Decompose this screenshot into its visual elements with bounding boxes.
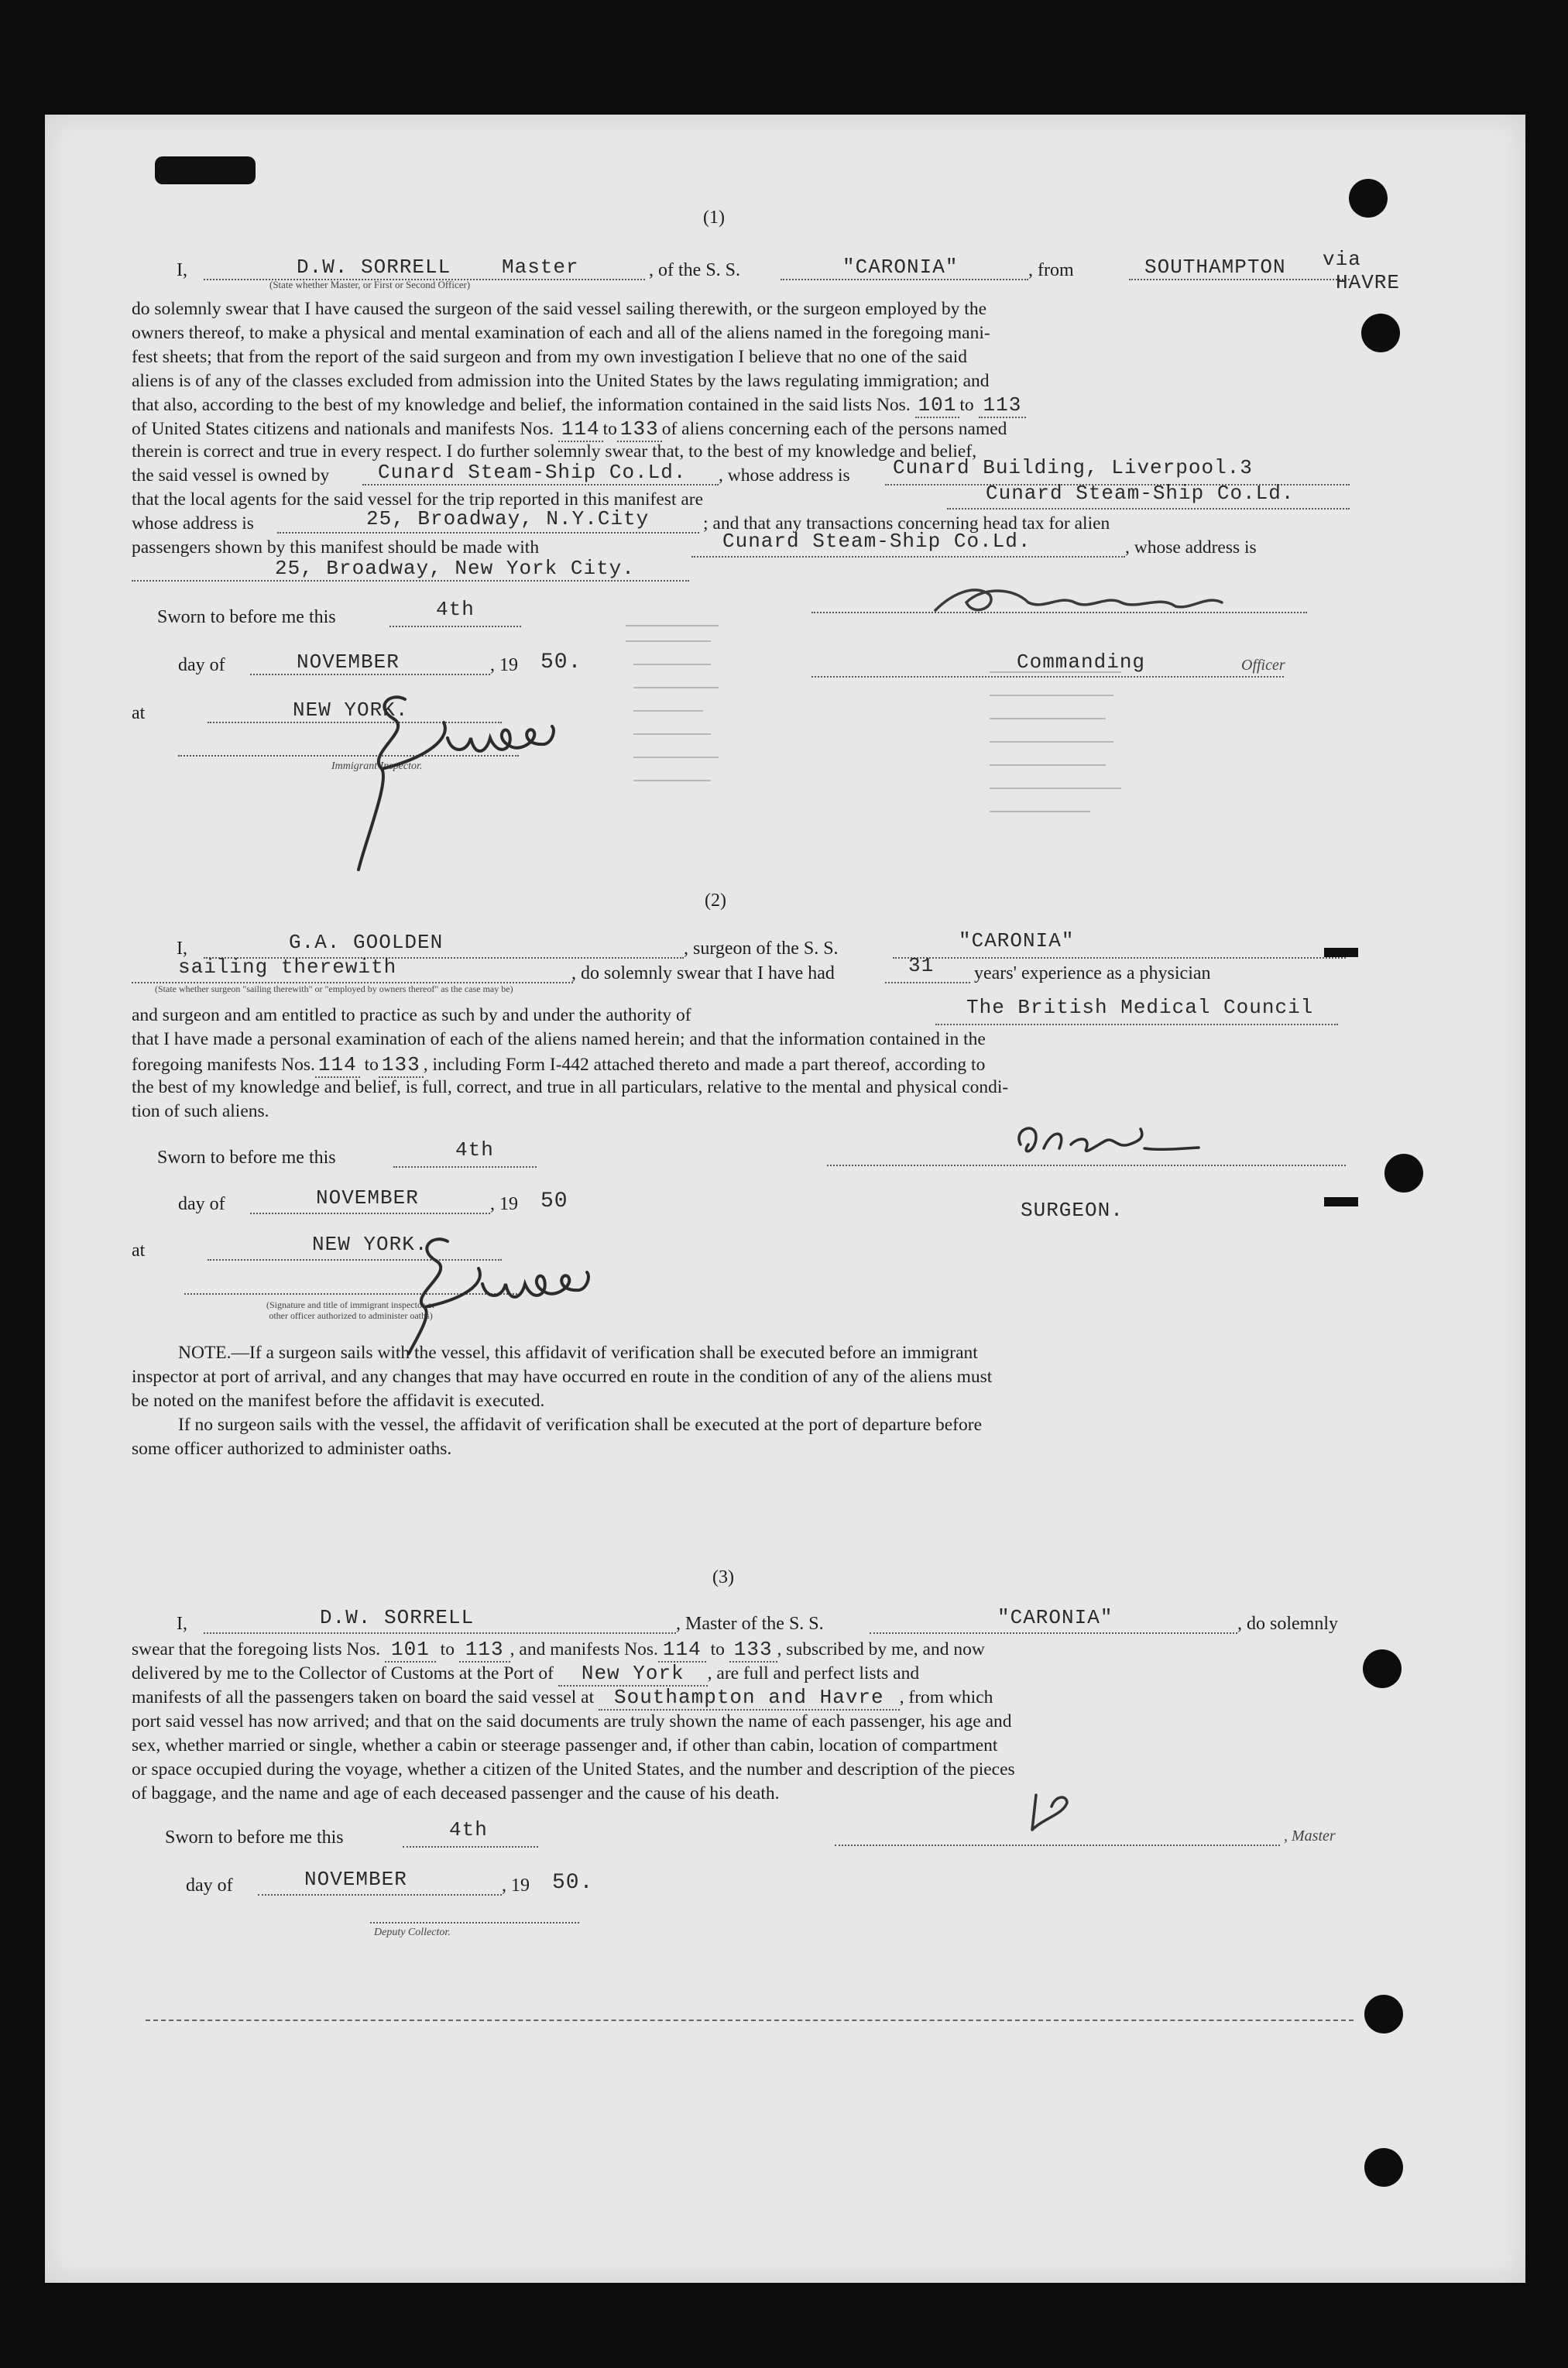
year-prefix-2: , 19 bbox=[490, 1194, 518, 1214]
s3-line4 bbox=[132, 1686, 993, 1709]
note-line: NOTE.—If a surgeon sails with the vessel, this affidavit of verification shall be executed before an immigrant bbox=[178, 1343, 978, 1363]
oath-text-1 bbox=[132, 297, 1355, 393]
officer-caption-1: (Signature and title of immigrant inspector or bbox=[266, 1299, 435, 1310]
collector-caption: Deputy Collector. bbox=[374, 1927, 451, 1938]
s3-line4-b: , from which bbox=[899, 1687, 993, 1707]
years: 31 bbox=[908, 954, 935, 977]
oath-line: do solemnly swear that I have caused the surgeon of the said vessel sailing therewith, or the surgeon employed by the bbox=[132, 299, 987, 319]
section2-line6: the best of my knowledge and belief, is full, correct, and true in all particulars, relative to the mental and physical condi- bbox=[132, 1077, 1009, 1097]
officer-label: Officer bbox=[1241, 657, 1285, 674]
surgeon-title: SURGEON. bbox=[1021, 1199, 1124, 1222]
note-line: some officer authorized to administer oaths. bbox=[132, 1439, 452, 1459]
section2-line4: that I have made a personal examination of each of the aliens named herein; and that the information contained in the bbox=[132, 1029, 986, 1049]
s2-manifests-from: 114 bbox=[315, 1053, 360, 1078]
tax-agent: Cunard Steam-Ship Co.Ld. bbox=[722, 530, 1031, 553]
punch-hole bbox=[1363, 1649, 1402, 1688]
years-field bbox=[885, 954, 970, 983]
swear-label: , do solemnly swear that I have had bbox=[571, 963, 835, 983]
experience-label: years' experience as a physician bbox=[974, 963, 1211, 983]
agents-field bbox=[947, 482, 1350, 510]
s3-line2-c: , subscribed by me, and now bbox=[777, 1639, 985, 1659]
owner-field bbox=[362, 461, 719, 486]
master-title: Master bbox=[502, 256, 579, 279]
including-text: , including Form I-442 attached thereto and made a part thereof, according to bbox=[423, 1055, 986, 1075]
inspector-caption: Immigrant Inspector. bbox=[331, 760, 423, 772]
s3-lists-from: 101 bbox=[385, 1638, 436, 1663]
section2-number: (2) bbox=[705, 891, 726, 911]
passengers-label: passengers shown by this manifest should be made with bbox=[132, 537, 540, 558]
section2-line7: tion of such aliens. bbox=[132, 1101, 269, 1121]
from-label: , from bbox=[1028, 260, 1074, 280]
s3-master-name-field bbox=[204, 1606, 676, 1634]
sworn-day-field-2 bbox=[393, 1138, 537, 1168]
via-label: via bbox=[1323, 248, 1361, 271]
bottom-rule bbox=[146, 2020, 1354, 2021]
manifests-text-b: of aliens concerning each of the persons named bbox=[661, 419, 1007, 439]
to-label: to bbox=[364, 1055, 379, 1075]
s3-vessel: "CARONIA" bbox=[997, 1606, 1113, 1629]
sworn-label-1: Sworn to before me this bbox=[157, 607, 336, 627]
s3-swear-label: , do solemnly bbox=[1237, 1614, 1338, 1634]
s3-manifests-from: 114 bbox=[658, 1638, 706, 1663]
s3-lists-to: 113 bbox=[459, 1638, 510, 1663]
note-line: If no surgeon sails with the vessel, the affidavit of verification shall be executed at the port of departure before bbox=[178, 1415, 982, 1435]
tax-agent-field bbox=[691, 530, 1125, 558]
s3-ports-taken: Southampton and Havre bbox=[599, 1686, 900, 1711]
oath-line: aliens is of any of the classes excluded from admission into the United States by the laws regulating immigration; and bbox=[132, 371, 990, 391]
s3-manifests-to: 133 bbox=[729, 1638, 777, 1663]
from-port-field bbox=[1129, 256, 1350, 280]
authority: The British Medical Council bbox=[966, 996, 1314, 1019]
day-of-label-2: day of bbox=[178, 1194, 225, 1214]
authority-field bbox=[935, 996, 1338, 1025]
place-2: NEW YORK. bbox=[312, 1233, 428, 1256]
section1-intro: I, bbox=[177, 260, 187, 280]
punch-hole bbox=[1364, 2148, 1403, 2187]
status-field bbox=[132, 956, 573, 983]
s3-line3 bbox=[132, 1662, 919, 1685]
oath-line-7: therein is correct and true in every respect. I do further solemnly swear that, to the best of my knowledge and belief, bbox=[132, 441, 977, 462]
bleed-through-stamp bbox=[587, 610, 1222, 843]
day-of-label-3: day of bbox=[186, 1876, 233, 1896]
manifests-text: of United States citizens and nationals and manifests Nos. bbox=[132, 419, 554, 439]
s3-port: New York bbox=[558, 1662, 708, 1687]
day-of-label-1: day of bbox=[178, 655, 225, 675]
lists-from: 101 bbox=[915, 393, 960, 418]
sworn-label-3: Sworn to before me this bbox=[165, 1827, 344, 1848]
sworn-label-2: Sworn to before me this bbox=[157, 1148, 336, 1168]
manifests-from: 114 bbox=[558, 417, 603, 442]
agents-label: that the local agents for the said vessel for the trip reported in this manifest are bbox=[132, 489, 704, 510]
of-the-ss-label: , of the S. S. bbox=[649, 260, 741, 280]
to-label: to bbox=[440, 1639, 455, 1659]
tax-agent-address-label: , whose address is bbox=[1125, 537, 1257, 558]
sworn-day-1: 4th bbox=[436, 598, 475, 621]
head-tax-text: ; and that any transactions concerning head tax for alien bbox=[703, 513, 1110, 534]
master-name-field bbox=[204, 256, 645, 280]
s3-vessel-field bbox=[870, 1606, 1237, 1634]
note-line: inspector at port of arrival, and any changes that may have occurred en route in the condition of any of the aliens must bbox=[132, 1367, 993, 1387]
note-line: be noted on the manifest before the affidavit is executed. bbox=[132, 1391, 545, 1411]
authority-label: and surgeon and am entitled to practice as such by and under the authority of bbox=[132, 1005, 691, 1025]
officer-caption-2: other officer authorized to administer oaths) bbox=[269, 1310, 433, 1321]
section1-number: (1) bbox=[703, 208, 725, 228]
s3-master-of-label: , Master of the S. S. bbox=[676, 1614, 824, 1634]
sworn-day-3: 4th bbox=[449, 1818, 488, 1841]
sworn-day-field-3 bbox=[403, 1818, 538, 1848]
sworn-day-field-1 bbox=[389, 598, 521, 627]
year-3: 50. bbox=[552, 1871, 594, 1895]
section3-intro: I, bbox=[177, 1614, 187, 1634]
s3-line2 bbox=[132, 1638, 985, 1661]
state-hint: (State whether Master, or First or Second Officer) bbox=[269, 279, 471, 290]
s3-oath-line: or space occupied during the voyage, whether a citizen of the United States, and the number and description of the pieces bbox=[132, 1759, 1015, 1779]
oath-line: fest sheets; that from the report of the said surgeon and from my own investigation I believe that no one of the said bbox=[132, 347, 967, 367]
month-field-3 bbox=[258, 1868, 502, 1896]
note-block bbox=[132, 1341, 1351, 1461]
to-label: to bbox=[710, 1639, 725, 1659]
manifests-line bbox=[132, 417, 1007, 441]
surgeon-name: G.A. GOOLDEN bbox=[289, 931, 444, 954]
agent-address-field bbox=[277, 509, 699, 534]
month-2: NOVEMBER bbox=[316, 1186, 419, 1210]
surgeon-of-label: , surgeon of the S. S. bbox=[684, 939, 839, 959]
s3-master-label: , Master bbox=[1284, 1827, 1336, 1845]
oath-line: that also, according to the best of my knowledge and belief, the information contained in the said lists Nos. bbox=[132, 395, 911, 415]
place-1: NEW YORK. bbox=[293, 698, 409, 722]
owned-by-label: the said vessel is owned by bbox=[132, 465, 330, 486]
punch-hole bbox=[1364, 1995, 1403, 2033]
vessel-name: "CARONIA" bbox=[842, 256, 959, 279]
s3-line2-a: swear that the foregoing lists Nos. bbox=[132, 1639, 381, 1659]
surgeon-vessel-field bbox=[893, 929, 1346, 959]
s3-oath-line: of baggage, and the name and age of each deceased passenger and the cause of his death. bbox=[132, 1783, 780, 1803]
status-hint: (State whether surgeon "sailing therewith" or "employed by owners thereof" as the case may be) bbox=[155, 983, 513, 994]
section3-number: (3) bbox=[712, 1567, 734, 1587]
owner: Cunard Steam-Ship Co.Ld. bbox=[378, 461, 687, 484]
s3-line3-b: , are full and perfect lists and bbox=[707, 1663, 920, 1683]
manifests-to: 133 bbox=[617, 417, 662, 442]
commanding-line bbox=[811, 674, 1284, 678]
owner-address: Cunard Building, Liverpool.3 bbox=[893, 456, 1253, 479]
master-signature-1 bbox=[928, 564, 1261, 633]
oath-line: owners thereof, to make a physical and mental examination of each and all of the aliens named in the foregoing mani- bbox=[132, 323, 990, 343]
via-port: HAVRE bbox=[1336, 271, 1401, 294]
s3-line4-a: manifests of all the passengers taken on board the said vessel at bbox=[132, 1687, 595, 1707]
margin-mark bbox=[1324, 948, 1358, 957]
ink-blot bbox=[155, 156, 256, 184]
punch-hole bbox=[1361, 314, 1400, 352]
year-1: 50. bbox=[540, 650, 582, 674]
month-3: NOVEMBER bbox=[304, 1868, 407, 1891]
lists-line bbox=[132, 393, 1026, 417]
s3-master-initials bbox=[1021, 1787, 1090, 1841]
collector-signature-line bbox=[370, 1920, 579, 1924]
to-label: to bbox=[602, 419, 617, 439]
commanding: Commanding bbox=[1017, 650, 1146, 674]
inspector-signature-1 bbox=[320, 684, 599, 901]
tax-agent-address: 25, Broadway, New York City. bbox=[275, 557, 635, 580]
month-field-2 bbox=[250, 1186, 490, 1214]
agents: Cunard Steam-Ship Co.Ld. bbox=[986, 482, 1295, 505]
year-prefix-1: , 19 bbox=[490, 655, 518, 675]
s3-master-name: D.W. SORRELL bbox=[320, 1606, 475, 1629]
agent-address: 25, Broadway, N.Y.City bbox=[366, 507, 650, 530]
master-name: D.W. SORRELL bbox=[297, 256, 451, 279]
s3-line3-a: delivered by me to the Collector of Customs at the Port of bbox=[132, 1663, 554, 1683]
s3-oath-line: port said vessel has now arrived; and that on the said documents are truly shown the name of each passenger, his age and bbox=[132, 1711, 1012, 1731]
from-port: SOUTHAMPTON bbox=[1144, 256, 1286, 279]
to-label: to bbox=[959, 395, 974, 415]
at-label-1: at bbox=[132, 703, 146, 723]
s3-master-signature-line bbox=[835, 1843, 1280, 1846]
month-field-1 bbox=[250, 650, 490, 675]
punch-hole bbox=[1349, 179, 1388, 218]
year-2: 50 bbox=[540, 1189, 568, 1213]
surgeon-vessel: "CARONIA" bbox=[959, 929, 1075, 952]
margin-mark bbox=[1324, 1197, 1358, 1206]
surgeon-status: sailing therewith bbox=[178, 956, 397, 979]
year-prefix-3: , 19 bbox=[502, 1876, 530, 1896]
month-1: NOVEMBER bbox=[297, 650, 400, 674]
sworn-day-2: 4th bbox=[455, 1138, 494, 1162]
tax-agent-address-field bbox=[132, 557, 689, 582]
punch-hole bbox=[1384, 1154, 1423, 1193]
at-label-2: at bbox=[132, 1241, 146, 1261]
s2-manifests-to: 133 bbox=[379, 1053, 424, 1078]
section2-intro: I, bbox=[177, 939, 187, 959]
foregoing-label: foregoing manifests Nos. bbox=[132, 1055, 315, 1075]
s3-oath-line: sex, whether married or single, whether a cabin or steerage passenger and, if other than cabin, location of compartment bbox=[132, 1735, 998, 1755]
surgeon-signature bbox=[1005, 1114, 1206, 1168]
agent-address-label: whose address is bbox=[132, 513, 254, 534]
owner-address-label: , whose address is bbox=[719, 465, 850, 486]
lists-to: 113 bbox=[979, 393, 1027, 418]
s3-line2-b: , and manifests Nos. bbox=[510, 1639, 658, 1659]
foregoing-line bbox=[132, 1053, 985, 1076]
s3-oath-text bbox=[132, 1710, 1351, 1806]
manifest-page bbox=[45, 115, 1525, 2283]
vessel-field bbox=[781, 256, 1028, 280]
